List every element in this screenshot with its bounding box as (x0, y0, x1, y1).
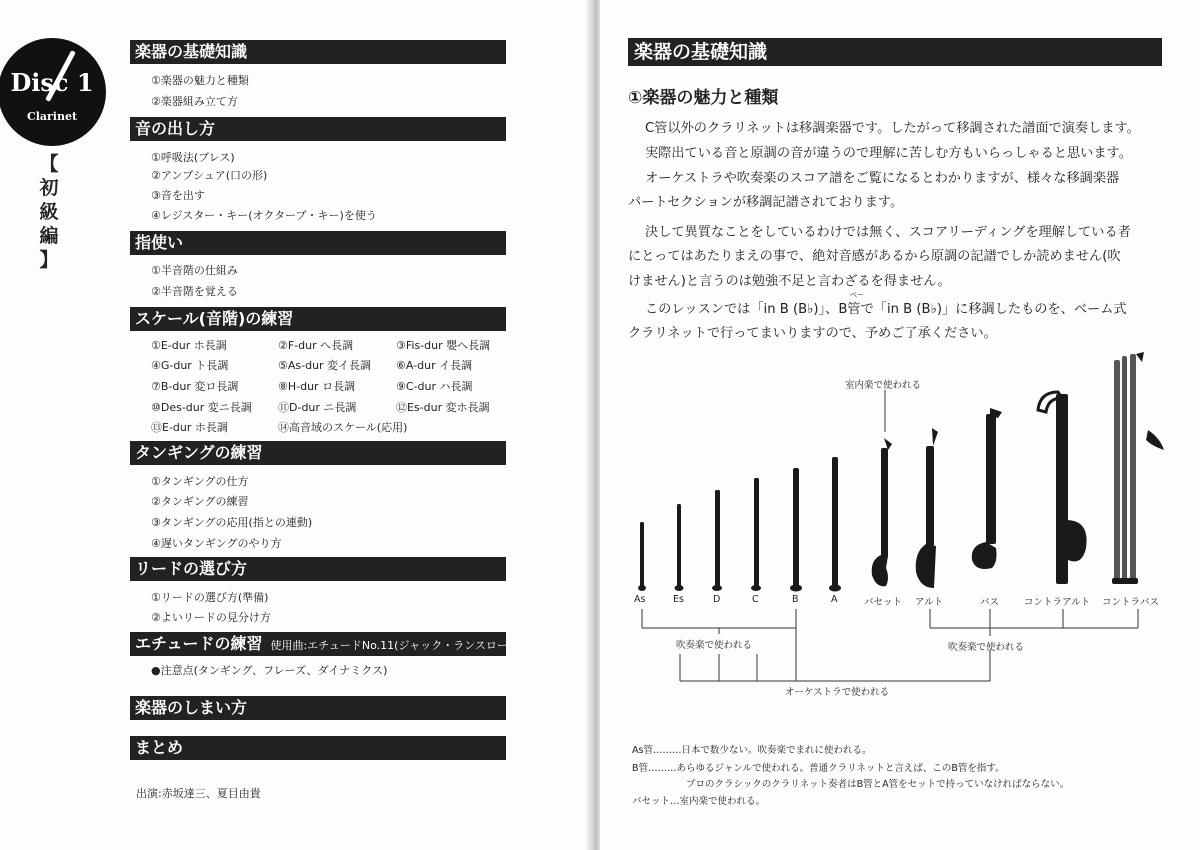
alto-clarinet-icon (916, 428, 938, 588)
clarinet-c-icon (751, 478, 761, 591)
toc-section-basics: 楽器の基礎知識 (130, 40, 506, 64)
toc-item: ③音を出す (151, 189, 205, 202)
clarinet-a-icon (829, 457, 841, 592)
toc-item: ①半音階の仕組み (151, 264, 238, 277)
toc-section-fingering: 指使い (130, 231, 506, 255)
toc-item: ①E-dur ホ長調 (151, 339, 227, 352)
basset-horn-icon (872, 438, 892, 586)
contra-alto-clarinet-icon (1038, 392, 1087, 584)
level-bracket-close: 】 (39, 249, 59, 271)
toc-section-tonguing: タンギングの練習 (130, 441, 506, 465)
toc-item: ①リードの選び方(準備) (151, 591, 269, 604)
toc-item: ①タンギングの仕方 (151, 475, 249, 488)
toc-section-scales: スケール(音階)の練習 (130, 307, 506, 331)
toc-section-title: エチュードの練習 (135, 634, 263, 653)
toc-item: ④レジスター・キー(オクターブ・キー)を使う (151, 209, 377, 222)
note-text: 日本で数少ない。吹奏楽でまれに使われる。 (681, 745, 872, 756)
toc-item: ②楽器組み立て方 (151, 95, 238, 108)
toc-item: ②半音階を覚える (151, 285, 238, 298)
wind-usage-label-right: 吹奏楽で使われる (948, 642, 1025, 653)
note-dots: … (670, 796, 680, 807)
note-dots: ……… (648, 763, 677, 774)
toc-item: ④G-dur ト長調 (151, 359, 229, 372)
instrument-label: D (713, 594, 721, 605)
paragraph-line: オーケストラや吹奏楽のスコア譜をご覧になるとわかりますが、様々な移調楽器 (645, 171, 1120, 186)
toc-item: ⑧H-dur ロ長調 (278, 380, 356, 393)
clarinet-es-icon (675, 504, 684, 591)
toc-item: ①呼吸法(ブレス) (151, 151, 235, 164)
level-char: 初 (39, 177, 59, 199)
toc-item: ⑨C-dur ハ長調 (396, 380, 473, 393)
note-row (632, 760, 1005, 774)
instrument-label: コントラバス (1102, 597, 1160, 608)
toc-item: ⑫Es-dur 変ホ長調 (396, 401, 490, 414)
toc-item: ⑤As-dur 変イ長調 (278, 359, 372, 372)
toc-item: ②タンギングの練習 (151, 495, 249, 508)
paragraph-line: クラリネットで行ってまいりますので、予めご了承ください。 (628, 326, 997, 341)
clarinet-as-icon (638, 522, 646, 591)
toc-item: ④遅いタンギングのやり方 (151, 537, 282, 550)
toc-item: ●注意点(タンギング、フレーズ、ダイナミクス) (151, 664, 388, 677)
note-term: バセット (632, 796, 671, 807)
paragraph-line: 実際出ている音と原調の音が違うので理解に苦しむ方もいらっしゃると思います。 (645, 146, 1132, 161)
instrument-label: コントラアルト (1024, 597, 1091, 608)
paragraph-line: パートセクションが移調記譜されております。 (628, 195, 904, 210)
paragraph-line: けません)と言うのは勉強不足と言わざるを得ません。 (628, 274, 951, 289)
paragraph-line: にとってはあたりまえの事で、絶対音感があるから原調の記譜でしか読めません(吹 (628, 249, 1121, 264)
note-text: あらゆるジャンルで使われる。普通クラリネットと言えば、このB管を指す。 (676, 763, 1005, 774)
toc-section-note: 使用曲:エチュードNo.11(ジャック・ランスロー) (270, 639, 513, 652)
note-text: 室内楽で使われる。 (679, 796, 766, 807)
paragraph-line: C管以外のクラリネットは移調楽器です。したがって移調された譜面で演奏します。 (645, 121, 1140, 136)
wind-usage-label-left: 吹奏楽で使われる (676, 640, 753, 651)
paragraph-line: このレッスンでは「in B (B♭)」、B管で「in B (B♭)」に移調したものを、ベーム式 (645, 302, 1127, 317)
toc-item: ②よいリードの見分け方 (151, 611, 271, 624)
toc-section-summary: まとめ (130, 736, 506, 760)
instrument-label: バス (980, 597, 1000, 608)
toc-item: ⑭高音域のスケール(応用) (278, 421, 408, 434)
note-dots: ……… (652, 745, 682, 756)
toc-item: ⑬E-dur ホ長調 (151, 421, 228, 434)
level-char: 編 (39, 225, 59, 247)
instrument-label: バセット (864, 597, 903, 608)
chamber-usage-label: 室内楽で使われる (845, 380, 922, 391)
instrument-label: As (634, 594, 646, 605)
note-term: As管 (632, 745, 653, 756)
note-row (632, 742, 871, 756)
note-term: B管 (632, 763, 649, 774)
page-title: 楽器の基礎知識 (628, 38, 1162, 66)
toc-item: ③Fis-dur 嬰へ長調 (396, 339, 491, 352)
section-subtitle: ①楽器の魅力と種類 (628, 88, 779, 108)
toc-item: ②F-dur へ長調 (278, 339, 354, 352)
instrument-label: A (831, 594, 838, 605)
instrument-label: C (752, 594, 759, 605)
note-row (686, 776, 1069, 790)
toc-item: ①楽器の魅力と種類 (151, 74, 249, 87)
level-bracket-open: 【 (39, 153, 59, 175)
disc-subtitle: Clarinet (26, 110, 78, 123)
toc-item: ②アンブシュア(口の形) (151, 169, 268, 182)
instrument-label: Es (673, 594, 684, 605)
credits: 出演:赤坂達三、夏目由貴 (136, 787, 261, 800)
toc-section-sound: 音の出し方 (130, 117, 506, 141)
bass-clarinet-icon (972, 408, 1002, 569)
contrabass-clarinet-icon (1112, 352, 1164, 584)
instrument-label: B (792, 594, 799, 605)
toc-item: ③タンギングの応用(指との連動) (151, 516, 313, 529)
note-row (632, 793, 765, 807)
note-text: プロのクラシックのクラリネット奏者はB管とA管をセットで持っていなければならない。 (686, 779, 1070, 790)
toc-section-reeds: リードの選び方 (130, 557, 506, 581)
toc-item: ⑥A-dur イ長調 (396, 359, 473, 372)
disc-title: Disc 1 (10, 68, 94, 97)
clarinet-d-icon (712, 490, 722, 591)
orchestra-usage-label: オーケストラで使われる (785, 687, 890, 698)
toc-item: ⑩Des-dur 変ニ長調 (151, 401, 252, 414)
instrument-label: アルト (915, 597, 944, 608)
clarinet-b-icon (790, 468, 802, 592)
paragraph-line: 決して異質なことをしているわけでは無く、スコアリーディングを理解している者 (645, 225, 1131, 240)
level-char: 級 (39, 201, 59, 223)
toc-item: ⑪D-dur ニ長調 (278, 401, 357, 414)
toc-item: ⑦B-dur 変ロ長調 (151, 380, 239, 393)
ruby-text: べー (850, 291, 864, 299)
toc-section-storage: 楽器のしまい方 (130, 696, 506, 720)
